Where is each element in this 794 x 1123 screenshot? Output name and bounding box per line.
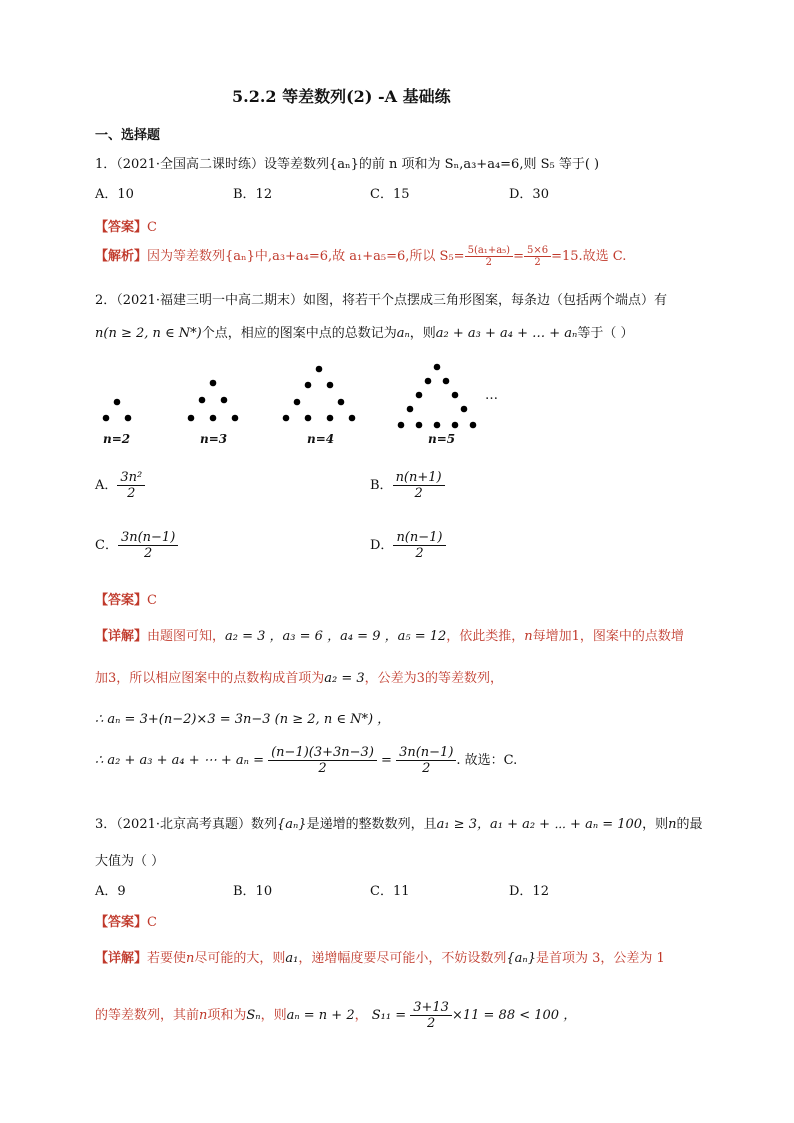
q1-analysis: 【解析】因为等差数列{aₙ}中,a₃+a₄=6,故 a₁+a₅=6,所以 S₅= $\frac{\text{5(a₁+a₅)}}{2}$ = $\frac{5\times 6}{2}$ =15.故选 C. [95, 245, 627, 268]
q2-option-c: C． $\frac{3n(n-1)}{2}$ [95, 530, 178, 561]
q2-formula2: ∴ a₂ + a₃ + a₄ + ⋯ + aₙ = $\frac{(n-1)(3+3n-3)}{2}$ = $\frac{3n(n-1)}{2}$ . 故选：C. [95, 745, 518, 776]
q3-stem-line2: 大值为（ ） [95, 854, 165, 869]
figure-label-n4: n=4 [307, 432, 335, 446]
q3-detail-line1: 【详解】若要使n尽可能的大，则a₁，递增幅度要尽可能小，不妨设数列{aₙ}是首项为 3，公差为 1 [95, 951, 665, 966]
analysis-text: =15.故选 C. [551, 249, 627, 264]
triangle-n3 [188, 380, 239, 422]
q2-formula1: ∴ aₙ = 3+(n−2)×3 = 3n−3 (n ≥ 2, n ∈ N*) ， [95, 712, 391, 727]
figure-label-n5: n=5 [428, 432, 456, 446]
fraction: $\frac{5\times 6}{2}$ [524, 245, 551, 268]
q3-option-d: D．12 [509, 884, 549, 899]
q3-detail-line2: 的等差数列，其前n项和为Sₙ，则aₙ = n + 2， S₁₁ = $\frac{3+13}{2}$ ×11 = 88 < 100 ， [95, 1000, 577, 1031]
q3-option-b: B．10 [233, 884, 273, 899]
analysis-tag: 【解析】 [95, 249, 148, 264]
page-title: 5.2.2 等差数列(2) -A 基础练 [232, 87, 451, 106]
q1-option-a: A．10 [95, 187, 134, 202]
figure-label-n3: n=3 [200, 432, 228, 446]
q2-answer: 【答案】C [95, 593, 157, 608]
answer-value: C [147, 220, 157, 235]
q2-option-a: A． $\frac{\text{3n²}}{2}$ [95, 470, 145, 501]
q2-option-b: B． $\frac{n(n+1)}{2}$ [370, 470, 445, 501]
q3-option-c: C．11 [370, 884, 410, 899]
q2-detail-line2: 加3，所以相应图案中的点数构成首项为a₂ = 3，公差为3的等差数列， [95, 671, 503, 686]
fraction: $\frac{\text{5(a₁+a₅)}}{2}$ [465, 245, 514, 268]
q2-stem-line2: n(n ≥ 2, n ∈ N*)个点，相应的图案中点的总数记为aₙ，则a₂ + a₃ + a₄ + … + aₙ等于（ ） [95, 326, 634, 341]
triangle-n4 [283, 366, 356, 422]
q2-stem-line1: 2．（2021·福建三明一中高二期末）如图，将若干个点摆成三角形图案，每条边（包括两个端点）有 [95, 293, 667, 308]
triangle-n2 [103, 399, 132, 422]
q2-detail-line1: 【详解】由题图可知，a₂ = 3 ，a₃ = 6 ，a₄ = 9 ，a₅ = 12，依此类推，n每增加1，图案中的点数增 [95, 629, 684, 644]
q3-stem-line1: 3．（2021·北京高考真题）数列{aₙ}是递增的整数数列，且a₁ ≥ 3，a₁ + a₂ + ⋯ + aₙ = 100，则n的最 [95, 817, 703, 832]
figure-ellipsis: … [485, 388, 498, 403]
triangle-n5 [398, 364, 477, 429]
q1-option-c: C．15 [370, 187, 410, 202]
q3-answer: 【答案】C [95, 915, 157, 930]
figure-label-n2: n=2 [103, 432, 131, 446]
q1-option-d: D．30 [509, 187, 549, 202]
q1-stem: 1．（2021·全国高二课时练）设等差数列{aₙ}的前 n 项和为 Sₙ,a₃+a₄=6,则 S₅ 等于( ) [95, 157, 600, 172]
analysis-text: 因为等差数列{aₙ}中,a₃+a₄=6,故 a₁+a₅=6,所以 S₅= [147, 249, 465, 264]
q1-answer [95, 216, 157, 235]
q3-option-a: A．9 [95, 884, 126, 899]
answer-tag: 【答案】 [95, 220, 148, 235]
section-heading: 一、选择题 [95, 128, 161, 143]
q2-option-d: D． $\frac{n(n-1)}{2}$ [370, 530, 446, 561]
q1-option-b: B．12 [233, 187, 273, 202]
